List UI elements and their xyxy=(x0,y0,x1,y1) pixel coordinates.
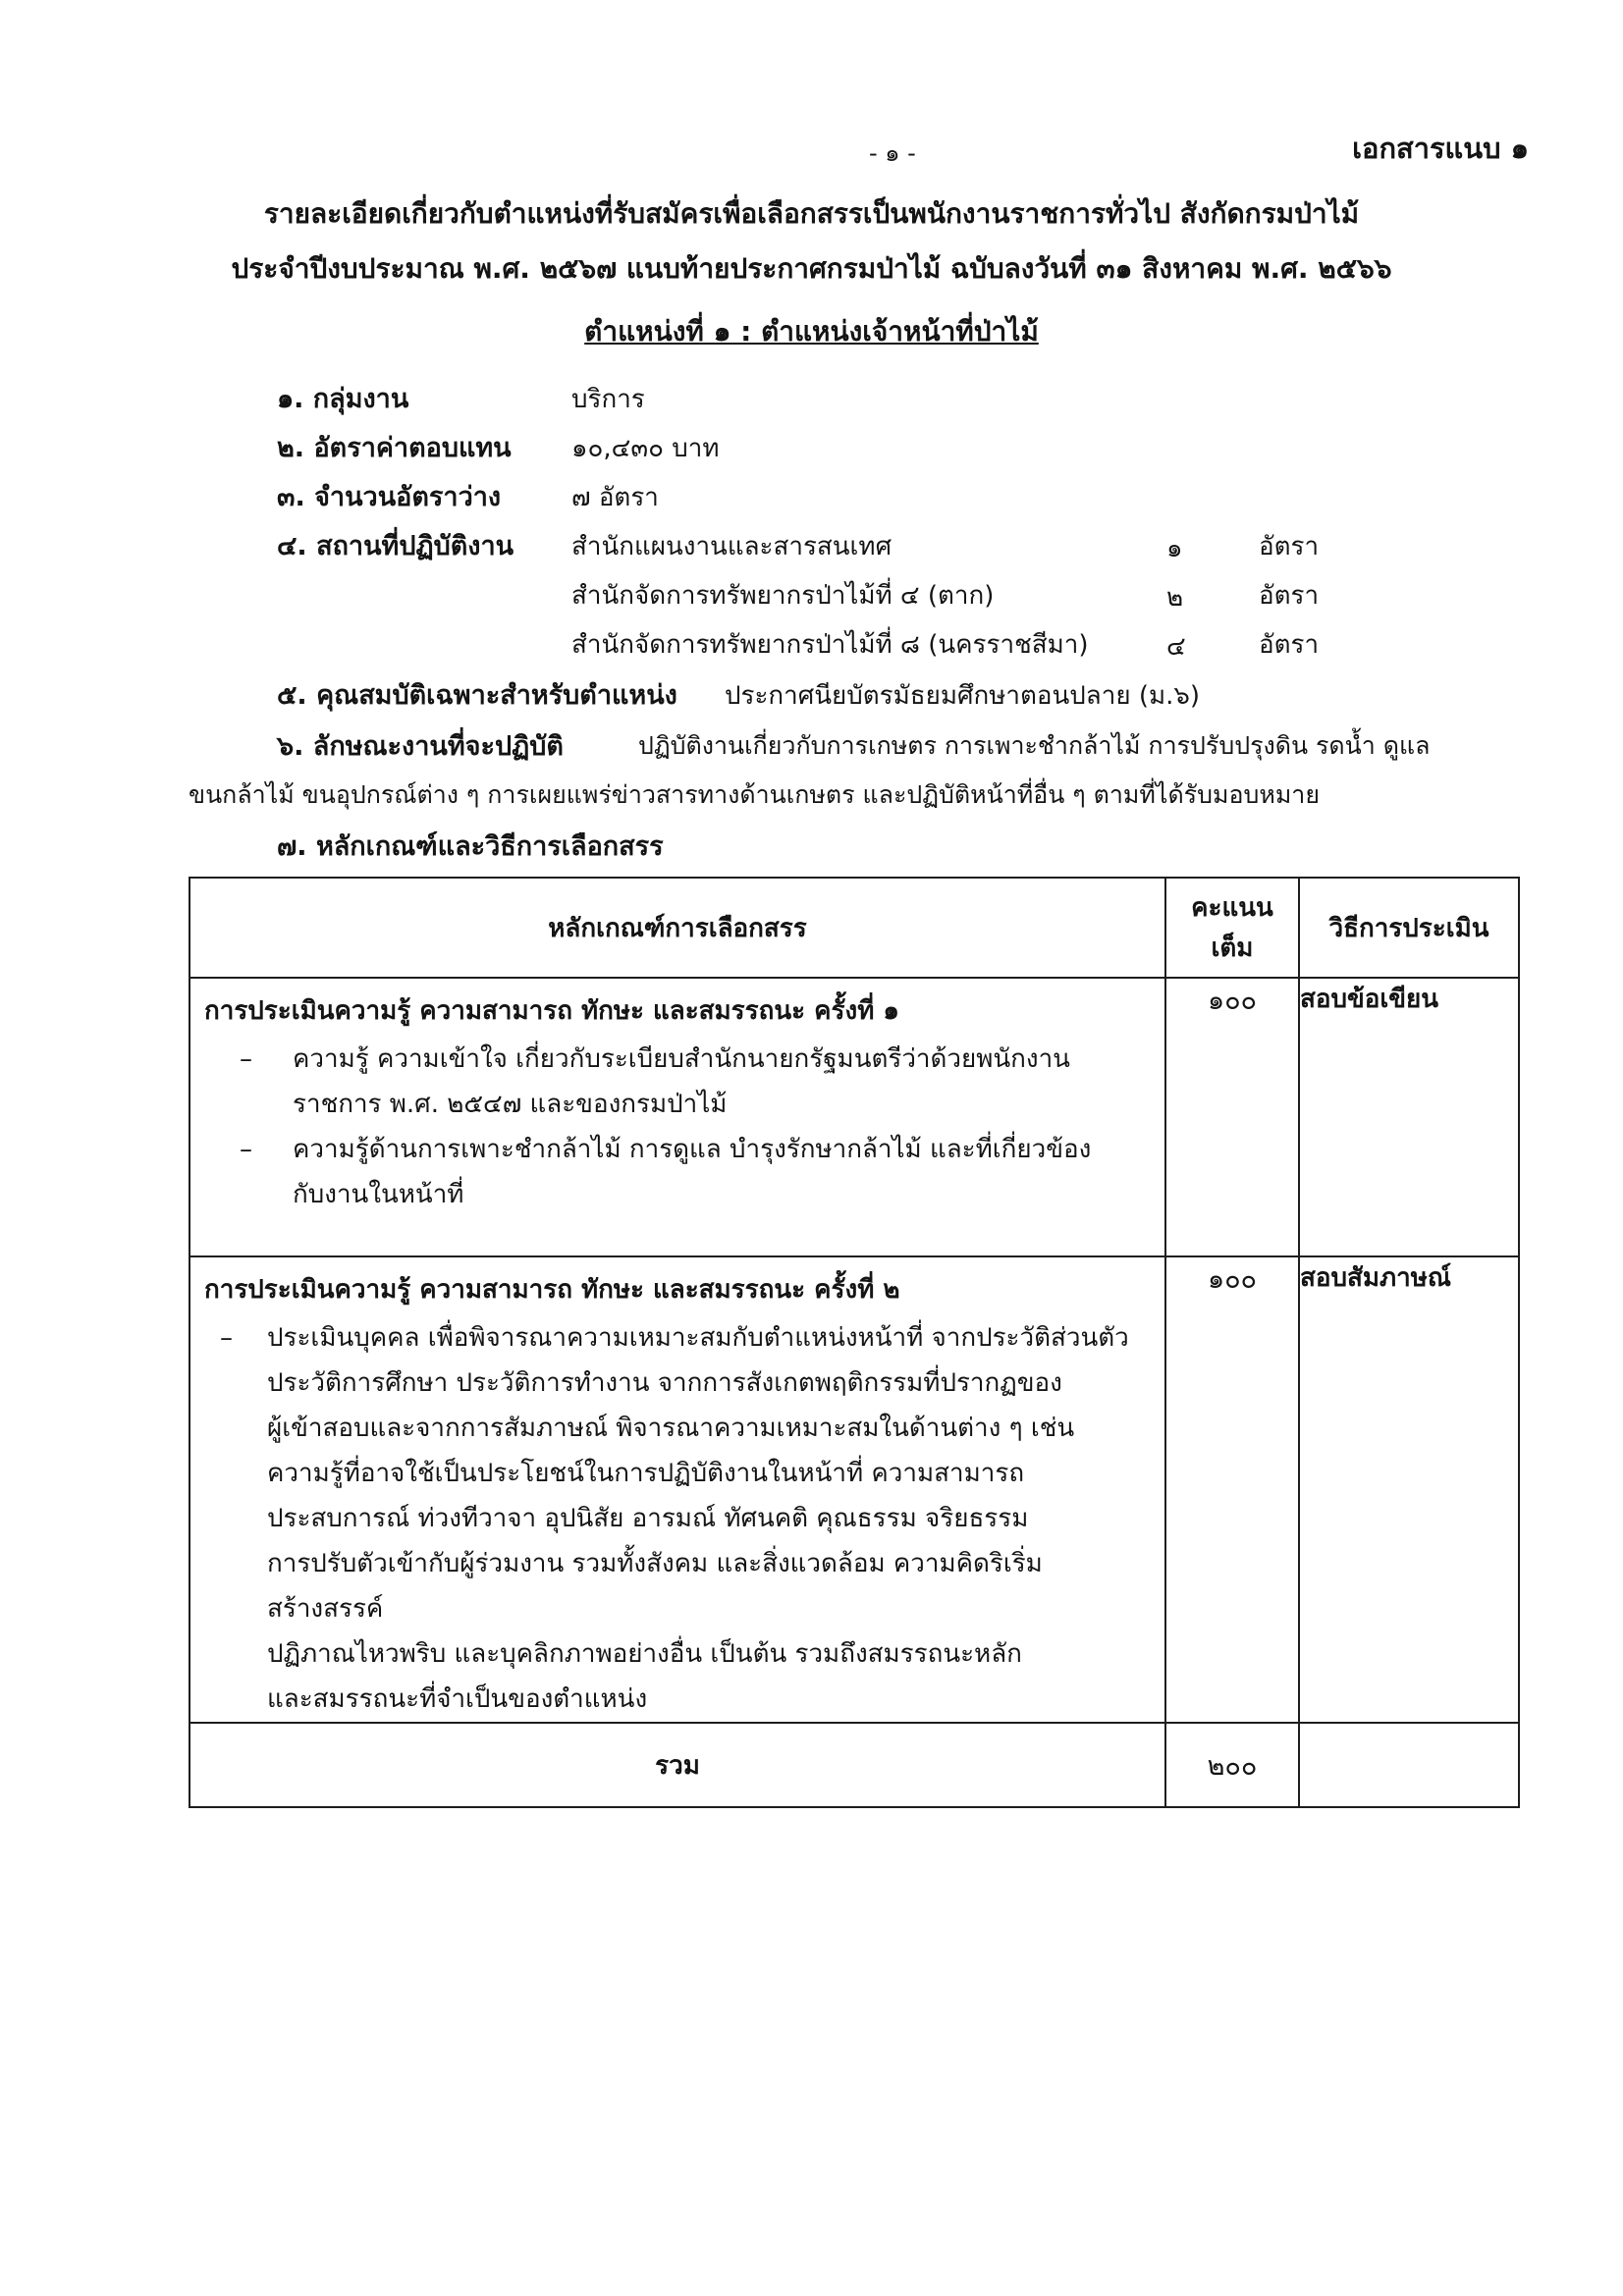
round-2-score: ๑๐๐ xyxy=(1165,1256,1299,1723)
dash-bullet: – xyxy=(240,1044,252,1074)
qualification-value: ประกาศนียบัตรมัธยมศึกษาตอนปลาย (ม.๖) xyxy=(725,681,1201,711)
workplace-name: สำนักจัดการทรัพยากรป่าไม้ที่ ๘ (นครราชสีมา) xyxy=(571,630,1089,660)
criteria-cell xyxy=(189,1256,1165,1723)
workplace-unit: อัตรา xyxy=(1259,532,1320,561)
page-number: - ๑ - xyxy=(869,139,916,167)
bullet-line: กับงานในหน้าที่ xyxy=(293,1180,464,1209)
duty-description-line-2: ขนกล้าไม้ ขนอุปกรณ์ต่าง ๆ การเผยแพร่ข่าวสารทางด้านเกษตร และปฏิบัติหน้าที่อื่น ๆ ตามที่ได้รับมอบหมาย xyxy=(189,780,1320,809)
vacancy-label: ๓. จำนวนอัตราว่าง xyxy=(277,482,502,512)
bullet-line: การปรับตัวเข้ากับผู้ร่วมงาน รวมทั้งสังคม และสิ่งแวดล้อม ความคิดริเริ่มสร้างสรรค์ xyxy=(267,1549,1043,1624)
bullet-line: ความรู้ด้านการเพาะชำกล้าไม้ การดูแล บำรุงรักษากล้าไม้ และที่เกี่ยวข้อง xyxy=(293,1135,1092,1164)
vacancy-value: ๗ อัตรา xyxy=(571,483,659,512)
round-2-method: สอบสัมภาษณ์ xyxy=(1299,1256,1519,1723)
group-label: ๑. กลุ่มงาน xyxy=(277,384,409,414)
list-item xyxy=(190,1037,1164,1127)
table-row xyxy=(189,1256,1519,1723)
workplace-name: สำนักจัดการทรัพยากรป่าไม้ที่ ๔ (ตาก) xyxy=(571,581,995,611)
duty-label: ๖. ลักษณะงานที่จะปฏิบัติ xyxy=(277,731,564,762)
document-title-line-1: รายละเอียดเกี่ยวกับตำแหน่งที่รับสมัครเพื่อเลือกสรรเป็นพนักงานราชการทั่วไป สังกัดกรมป่าไม้ xyxy=(263,197,1360,230)
workplace-count: ๒ xyxy=(1166,583,1184,613)
bullet-line: ประวัติการศึกษา ประวัติการทำงาน จากการสังเกตพฤติกรรมที่ปรากฏของ xyxy=(267,1368,1062,1398)
list-item xyxy=(190,1315,1164,1722)
bullet-line: ประสบการณ์ ท่วงทีวาจา อุปนิสัย อารมณ์ ทัศนคติ คุณธรรม จริยธรรม xyxy=(267,1504,1029,1533)
round-2-title: การประเมินความรู้ ความสามารถ ทักษะ และสมรรถนะ ครั้งที่ ๒ xyxy=(204,1275,900,1305)
bullet-line: ประเมินบุคคล เพื่อพิจารณาความเหมาะสมกับตำแหน่งหน้าที่ จากประวัติส่วนตัว xyxy=(267,1323,1129,1353)
round-1-score: ๑๐๐ xyxy=(1165,978,1299,1256)
bullet-line: และสมรรถนะที่จำเป็นของตำแหน่ง xyxy=(267,1684,648,1714)
total-label: รวม xyxy=(189,1723,1165,1807)
dash-bullet: – xyxy=(240,1135,252,1164)
table-row xyxy=(189,978,1519,1256)
bullet-line: ราชการ พ.ศ. ๒๕๔๗ และของกรมป่าไม้ xyxy=(293,1090,728,1119)
workplace-unit: อัตรา xyxy=(1259,630,1320,660)
group-value: บริการ xyxy=(571,385,645,414)
criteria-table xyxy=(189,877,1520,1808)
criteria-label: ๗. หลักเกณฑ์และวิธีการเลือกสรร xyxy=(277,831,664,862)
workplace-label: ๔. สถานที่ปฏิบัติงาน xyxy=(277,531,514,561)
criteria-cell xyxy=(189,978,1165,1256)
duty-description-line-1: ปฏิบัติงานเกี่ยวกับการเกษตร การเพาะชำกล้าไม้ การปรับปรุงดิน รดน้ำ ดูแล xyxy=(638,731,1431,760)
header-score-line-1: คะแนน xyxy=(1191,893,1273,923)
header-full-score xyxy=(1165,878,1299,978)
workplace-unit: อัตรา xyxy=(1259,581,1320,611)
dash-bullet: – xyxy=(220,1323,233,1353)
position-heading: ตำแหน่งที่ ๑ : ตำแหน่งเจ้าหน้าที่ป่าไม้ xyxy=(584,315,1039,347)
total-score: ๒๐๐ xyxy=(1165,1723,1299,1807)
header-criteria: หลักเกณฑ์การเลือกสรร xyxy=(189,878,1165,978)
workplace-name: สำนักแผนงานและสารสนเทศ xyxy=(571,532,893,561)
document-title-line-2: ประจำปีงบประมาณ พ.ศ. ๒๕๖๗ แนบท้ายประกาศกรมป่าไม้ ฉบับลงวันที่ ๓๑ สิงหาคม พ.ศ. ๒๕๖๖ xyxy=(231,252,1392,285)
total-row xyxy=(189,1723,1519,1807)
table-header-row xyxy=(189,878,1519,978)
bullet-line: ผู้เข้าสอบและจากการสัมภาษณ์ พิจารณาความเหมาะสมในด้านต่าง ๆ เช่น xyxy=(267,1414,1075,1443)
pay-label: ๒. อัตราค่าตอบแทน xyxy=(277,433,512,463)
header-score-line-2: เต็ม xyxy=(1211,934,1254,963)
list-item xyxy=(190,1127,1164,1217)
attachment-label: เอกสารแนบ ๑ xyxy=(1352,132,1529,165)
round-1-method: สอบข้อเขียน xyxy=(1299,978,1519,1256)
bullet-line: ปฏิภาณไหวพริบ และบุคลิกภาพอย่างอื่น เป็นต้น รวมถึงสมรรถนะหลัก xyxy=(267,1639,1022,1669)
bullet-line: ความรู้ที่อาจใช้เป็นประโยชน์ในการปฏิบัติงานในหน้าที่ ความสามารถ xyxy=(267,1459,1025,1488)
workplace-count: ๑ xyxy=(1166,534,1183,563)
qualification-label: ๕. คุณสมบัติเฉพาะสำหรับตำแหน่ง xyxy=(277,680,677,711)
header-method: วิธีการประเมิน xyxy=(1299,878,1519,978)
pay-value: ๑๐,๔๓๐ บาท xyxy=(571,434,720,463)
workplace-count: ๔ xyxy=(1166,632,1186,662)
round-1-title: การประเมินความรู้ ความสามารถ ทักษะ และสมรรถนะ ครั้งที่ ๑ xyxy=(204,996,899,1026)
bullet-line: ความรู้ ความเข้าใจ เกี่ยวกับระเบียบสำนักนายกรัฐมนตรีว่าด้วยพนักงาน xyxy=(293,1044,1070,1074)
total-method-empty xyxy=(1299,1723,1519,1807)
